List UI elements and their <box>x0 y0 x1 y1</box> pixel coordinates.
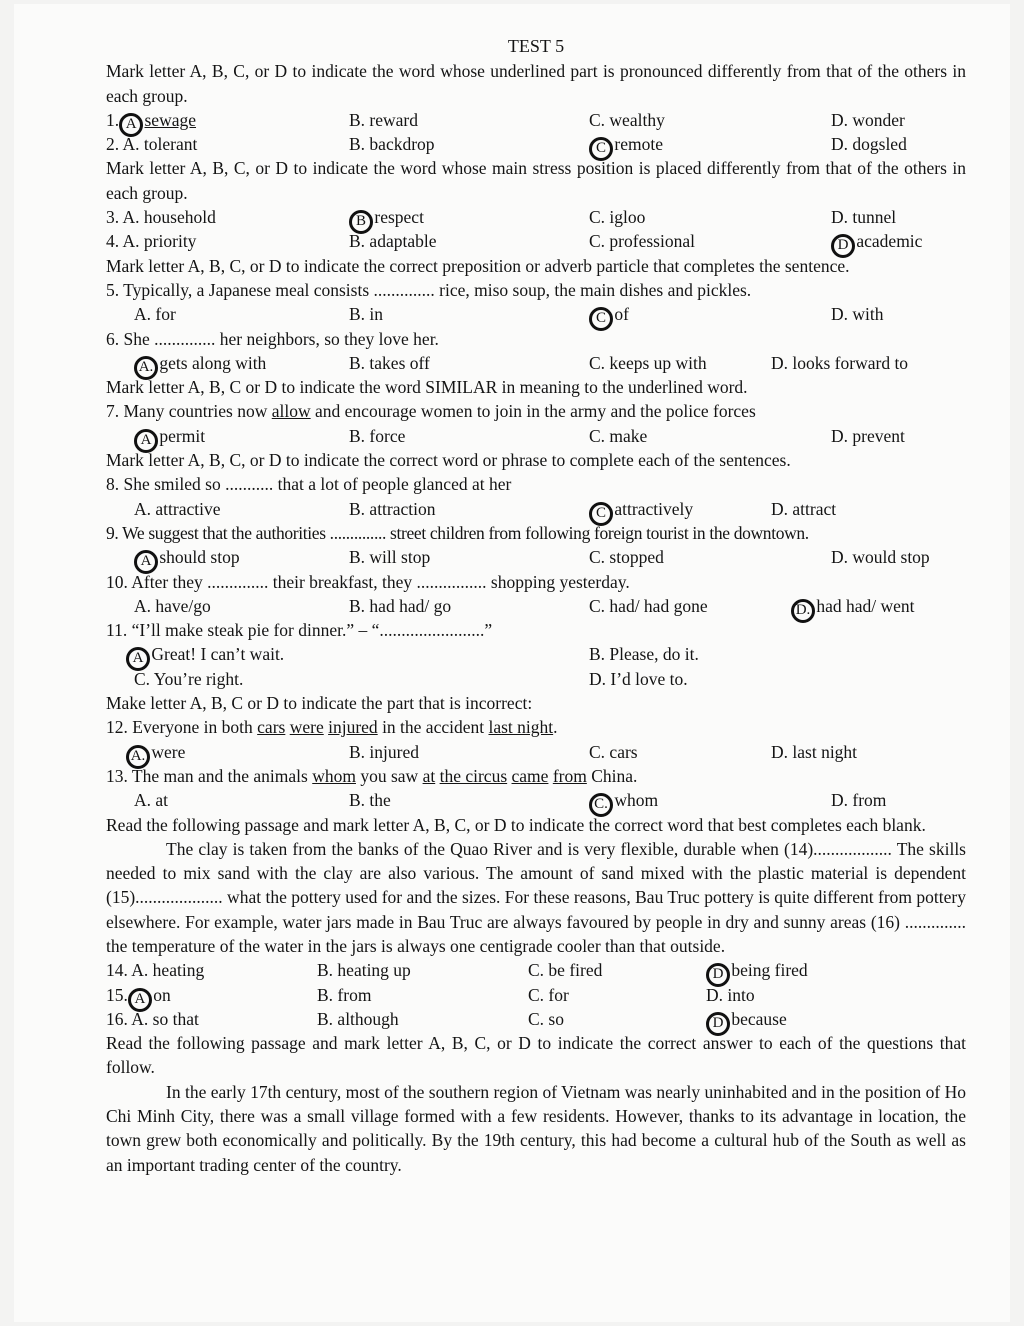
test-title: TEST 5 <box>507 36 565 56</box>
question-6-stem: 6. She .............. her neighbors, so they love her. <box>106 328 439 349</box>
question-12-stem: 12. Everyone in both cars were injured in the accident last night. <box>106 717 558 738</box>
preposition-instruction: Mark letter A, B, C, or D to indicate the correct preposition or adverb particle that completes the sentence. <box>106 255 850 276</box>
answer-circle[interactable]: B <box>349 210 373 234</box>
answer-circle[interactable]: D <box>706 1012 730 1036</box>
question-3: 3. A. household B respect C. igloo D. tunnel <box>106 205 966 229</box>
question-2: 2. A. tolerant B. backdrop C remote D. dogsled <box>106 132 966 156</box>
question-6-options: A. gets along with B. takes off C. keeps up with D. looks forward to <box>106 351 966 375</box>
answer-circle[interactable]: C. <box>589 793 613 817</box>
stress-instruction: Mark letter A, B, C, or D to indicate the word whose main stress position is placed differently from that of the others in each group. <box>106 158 966 203</box>
answer-circle[interactable]: A <box>119 113 143 137</box>
question-10-options: A. have/go B. had had/ go C. had/ had gone D. had had/ went <box>106 594 966 618</box>
question-1: 1. A sewage B. reward C. wealthy D. wonder <box>106 108 966 132</box>
answer-circle[interactable]: A. <box>134 356 158 380</box>
passage-2: In the early 17th century, most of the southern region of Vietnam was nearly uninhabited and in the position of Ho Chi Minh City, there was a small village formed with a few residents. However, thanks to its advantage in location, the town grew both economically and politically. By the 19th century, this had become a cultural hub of the South as well as an important trading center of the country. <box>106 1081 966 1175</box>
answer-circle[interactable]: A <box>128 988 152 1012</box>
worksheet-page <box>14 4 1010 1322</box>
passage-1: The clay is taken from the banks of the Quao River and is very flexible, durable when (14).................. The skills needed to mix sand with the clay are also various. The amount of sand mixed with the plastic material is dependent (15).................... what the pottery used for and the sizes. For these reasons, Bau Truc pottery is quite different from pottery elsewhere. For example, water jars made in Bau Truc are always favoured by people in dry and sunny areas (16) .............. the temperature of the water in the jars is always one centigrade cooler than that outside. <box>106 838 966 956</box>
question-7-options: A permit B. force C. make D. prevent <box>106 424 966 448</box>
similar-instruction: Mark letter A, B, C or D to indicate the word SIMILAR in meaning to the underlined word. <box>106 377 748 398</box>
question-15: 15. A on B. from C. for D. into <box>106 983 966 1007</box>
question-13-options: A. at B. the C. whom D. from <box>106 788 966 812</box>
answer-circle[interactable]: A <box>134 429 158 453</box>
answer-circle[interactable]: A <box>126 647 150 671</box>
test-content <box>106 34 966 1177</box>
question-7-stem: 7. Many countries now allow and encourage women to join in the army and the police forces <box>106 401 756 422</box>
question-11-stem: 11. “I’ll make steak pie for dinner.” – “........................” <box>106 620 493 641</box>
passage2-instruction: Read the following passage and mark letter A, B, C, or D to indicate the correct answer to each of the questions that follow. <box>106 1033 966 1078</box>
question-8-stem: 8. She smiled so ........... that a lot of people glanced at her <box>106 474 512 495</box>
answer-circle[interactable]: C <box>589 137 613 161</box>
question-11-options-2: C. You’re right. D. I’d love to. <box>134 668 688 689</box>
question-9-stem: 9. We suggest that the authorities .............. street children from following foreign tourist in the downtown. <box>106 522 809 543</box>
answer-circle[interactable]: D <box>706 963 730 987</box>
question-9-options: A should stop B. will stop C. stopped D. would stop <box>106 545 966 569</box>
question-16: 16. A. so that B. although C. so D because <box>106 1007 966 1031</box>
question-13-stem: 13. The man and the animals whom you saw at the circus came from China. <box>106 765 638 786</box>
answer-circle[interactable]: A <box>134 550 158 574</box>
question-8-options: A. attractive B. attraction C attractively D. attract <box>106 497 966 521</box>
question-14: 14. A. heating B. heating up C. be fired D being fired <box>106 958 966 982</box>
complete-instruction: Mark letter A, B, C, or D to indicate the correct word or phrase to complete each of the sentences. <box>106 450 791 471</box>
question-5-stem: 5. Typically, a Japanese meal consists .............. rice, miso soup, the main dishes and pickles. <box>106 279 752 300</box>
answer-circle[interactable]: C <box>589 307 613 331</box>
answer-circle[interactable]: C <box>589 502 613 526</box>
question-5-options: A. for B. in C of D. with <box>106 302 966 326</box>
incorrect-instruction: Make letter A, B, C or D to indicate the part that is incorrect: <box>106 693 533 714</box>
question-10-stem: 10. After they .............. their breakfast, they ................ shopping yesterday. <box>106 571 630 592</box>
answer-circle[interactable]: A. <box>126 745 150 769</box>
pronunciation-instruction: Mark letter A, B, C, or D to indicate the word whose underlined part is pronounced differently from that of the others in each group. <box>106 61 966 106</box>
answer-circle[interactable]: D <box>831 234 855 258</box>
question-11-options-1: A Great! I can’t wait. B. Please, do it. <box>106 642 966 666</box>
question-4: 4. A. priority B. adaptable C. professional D academic <box>106 229 966 253</box>
question-12-options: A. were B. injured C. cars D. last night <box>106 740 966 764</box>
answer-circle[interactable]: D. <box>791 599 815 623</box>
passage1-instruction: Read the following passage and mark letter A, B, C, or D to indicate the correct word that best completes each blank. <box>106 814 926 835</box>
